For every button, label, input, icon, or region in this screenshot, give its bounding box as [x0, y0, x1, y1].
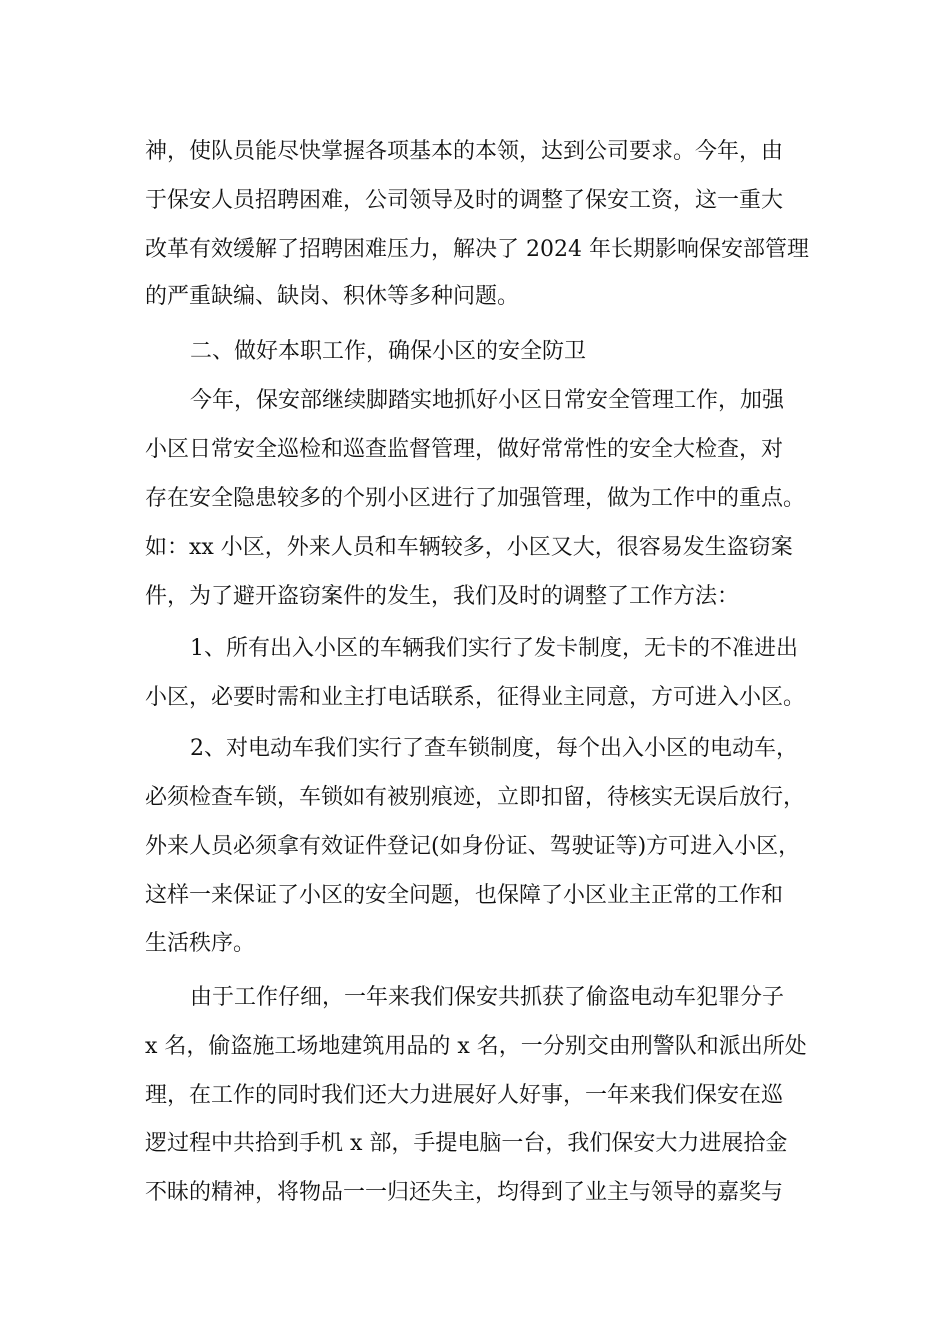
list-item-line: 必须检查车锁，车锁如有被别痕迹，立即扣留，待核实无误后放行， [145, 785, 806, 810]
list-item-line: 生活秩序。 [145, 931, 256, 956]
text-line: 于保安人员招聘困难，公司领导及时的调整了保安工资，这一重大 [145, 188, 784, 213]
text-line: 的严重缺编、缺岗、积休等多种问题。 [145, 284, 520, 309]
text-line: 逻过程中共拾到手机 x 部，手提电脑一台，我们保安大力进展拾金 [145, 1131, 788, 1156]
text-line: 神，使队员能尽快掌握各项基本的本领，达到公司要求。今年，由 [145, 139, 784, 164]
text-line: 如：xx 小区，外来人员和车辆较多，小区又大，很容易发生盗窃案 [145, 535, 793, 560]
list-item-line: 小区，必要时需和业主打电话联系，征得业主同意，方可进入小区。 [145, 685, 806, 710]
text-line: 由于工作仔细，一年来我们保安共抓获了偷盗电动车犯罪分子 [190, 985, 785, 1010]
list-item-line: 1、所有出入小区的车辆我们实行了发卡制度，无卡的不准进出 [190, 636, 798, 661]
text-line: 不昧的精神，将物品一一归还失主，均得到了业主与领导的嘉奖与 [145, 1180, 784, 1205]
text-line: 改革有效缓解了招聘困难压力，解决了 2024 年长期影响保安部管理 [145, 237, 809, 262]
text-line: 小区日常安全巡检和巡查监督管理，做好常常性的安全大检查，对 [145, 437, 784, 462]
list-item-line: 外来人员必须拿有效证件登记(如身份证、驾驶证等)方可进入小区， [145, 834, 801, 859]
section-heading: 二、做好本职工作，确保小区的安全防卫 [190, 339, 587, 364]
text-line: 存在安全隐患较多的个别小区进行了加强管理，做为工作中的重点。 [145, 486, 806, 511]
text-line: 今年，保安部继续脚踏实地抓好小区日常安全管理工作，加强 [190, 388, 785, 413]
list-item-line: 2、对电动车我们实行了查车锁制度，每个出入小区的电动车， [190, 736, 798, 761]
list-item-line: 这样一来保证了小区的安全问题，也保障了小区业主正常的工作和 [145, 883, 784, 908]
text-line: 件，为了避开盗窃案件的发生，我们及时的调整了工作方法： [145, 584, 740, 609]
text-line: 理，在工作的同时我们还大力进展好人好事，一年来我们保安在巡 [145, 1083, 784, 1108]
text-line: x 名，偷盗施工场地建筑用品的 x 名，一分别交由刑警队和派出所处 [145, 1034, 807, 1059]
